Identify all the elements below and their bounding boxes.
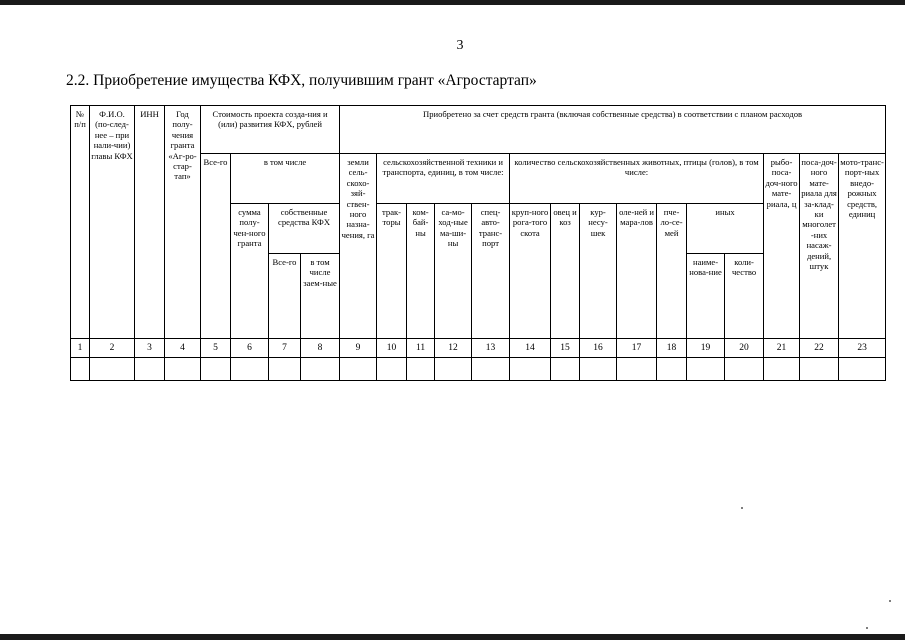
column-number: 6 [231, 339, 269, 358]
column-number: 17 [617, 339, 657, 358]
column-number: 19 [687, 339, 725, 358]
column-number: 11 [407, 339, 435, 358]
table-cell [510, 358, 551, 381]
header-grant-sum: сумма полу-чен-ного гранта [231, 204, 269, 339]
column-number-row [71, 339, 886, 358]
header-tractors: трак-торы [377, 204, 407, 339]
column-number: 4 [165, 339, 201, 358]
table-cell [435, 358, 472, 381]
header-project-cost: Стоимость проекта созда-ния и (или) развития КФХ, рублей [201, 106, 340, 154]
header-machinery: сельскохозяйственной техники и транспорта, единиц, в том числе: [377, 154, 510, 204]
page-number: 3 [456, 38, 464, 53]
header-num: № п/п [71, 106, 90, 339]
column-number: 21 [764, 339, 800, 358]
table-cell [764, 358, 800, 381]
table-cell [407, 358, 435, 381]
column-number: 1 [71, 339, 90, 358]
header-laying-hens: кур-несу-шек [580, 204, 617, 339]
column-number: 8 [301, 339, 340, 358]
column-number: 5 [201, 339, 231, 358]
table-cell [135, 358, 165, 381]
header-cattle: круп-ного рога-того скота [510, 204, 551, 339]
table-cell [580, 358, 617, 381]
table-cell [71, 358, 90, 381]
table-cell [269, 358, 301, 381]
column-number: 15 [551, 339, 580, 358]
table-cell [340, 358, 377, 381]
table-row [71, 358, 886, 381]
table-cell [551, 358, 580, 381]
header-sheep-goats: овец и коз [551, 204, 580, 339]
scan-speck [741, 507, 743, 509]
header-motor-transport: мото-транс-порт-ных внедо-рожных средств, единиц [839, 154, 886, 339]
table-cell [90, 358, 135, 381]
header-land: земли сель-скохо-зяй-ствен-ного назна-чения, га [340, 154, 377, 339]
table-cell [377, 358, 407, 381]
header-special-transport: спец-авто-транс-порт [472, 204, 510, 339]
table-cell [472, 358, 510, 381]
table-cell [657, 358, 687, 381]
table-cell [725, 358, 764, 381]
header-own-loans: в том числе заем-ные [301, 254, 340, 339]
column-number: 22 [800, 339, 839, 358]
section-title: 2.2. Приобретение имущества КФХ, получившим грант «Агростартап» [66, 72, 537, 89]
header-grant-year: Год полу-чения гранта «Аг-ро-стар-тап» [165, 106, 201, 339]
header-bee-colonies: пче-ло-се-мей [657, 204, 687, 339]
column-number: 16 [580, 339, 617, 358]
header-deer: оле-ней и мара-лов [617, 204, 657, 339]
header-others-name: наиме-нова-ние [687, 254, 725, 339]
header-own-total: Все-го [269, 254, 301, 339]
column-number: 2 [90, 339, 135, 358]
property-table [70, 105, 886, 381]
column-number: 14 [510, 339, 551, 358]
header-inn: ИНН [135, 106, 165, 339]
table-cell [800, 358, 839, 381]
column-number: 3 [135, 339, 165, 358]
scan-border-top [0, 0, 905, 5]
scan-border-bottom [0, 634, 905, 640]
column-number: 20 [725, 339, 764, 358]
header-others-qty: коли-чество [725, 254, 764, 339]
table-cell [165, 358, 201, 381]
table-cell [687, 358, 725, 381]
column-number: 18 [657, 339, 687, 358]
column-number: 12 [435, 339, 472, 358]
column-number: 13 [472, 339, 510, 358]
header-own-funds: собственные средства КФХ [269, 204, 340, 254]
scan-speck [866, 627, 868, 629]
header-fio: Ф.И.О. (по-след-нее – при нали-чии) главы КФХ [90, 106, 135, 339]
column-number: 23 [839, 339, 886, 358]
header-fish-stock: рыбо-посa-доч-ного мате-риала, ц [764, 154, 800, 339]
table-cell [201, 358, 231, 381]
header-cost-total: Все-го [201, 154, 231, 339]
scan-speck [889, 600, 891, 602]
column-number: 9 [340, 339, 377, 358]
header-others: иных [687, 204, 764, 254]
column-number: 7 [269, 339, 301, 358]
table-cell [617, 358, 657, 381]
table-cell [301, 358, 340, 381]
header-animals: количество сельскохозяйственных животных, птицы (голов), в том числе: [510, 154, 764, 204]
header-combines: ком-бай-ны [407, 204, 435, 339]
table-cell [231, 358, 269, 381]
table-cell [839, 358, 886, 381]
header-planting-stock: поса-доч-ного мате-риала для за-клад-ки многолет-них насаж-дений, штук [800, 154, 839, 339]
column-number: 10 [377, 339, 407, 358]
header-purchased: Приобретено за счет средств гранта (включая собственные средства) в соответствии с планом расходов [340, 106, 886, 154]
header-including: в том числе [231, 154, 340, 204]
header-self-propelled: са-мо-ход-ные ма-ши-ны [435, 204, 472, 339]
